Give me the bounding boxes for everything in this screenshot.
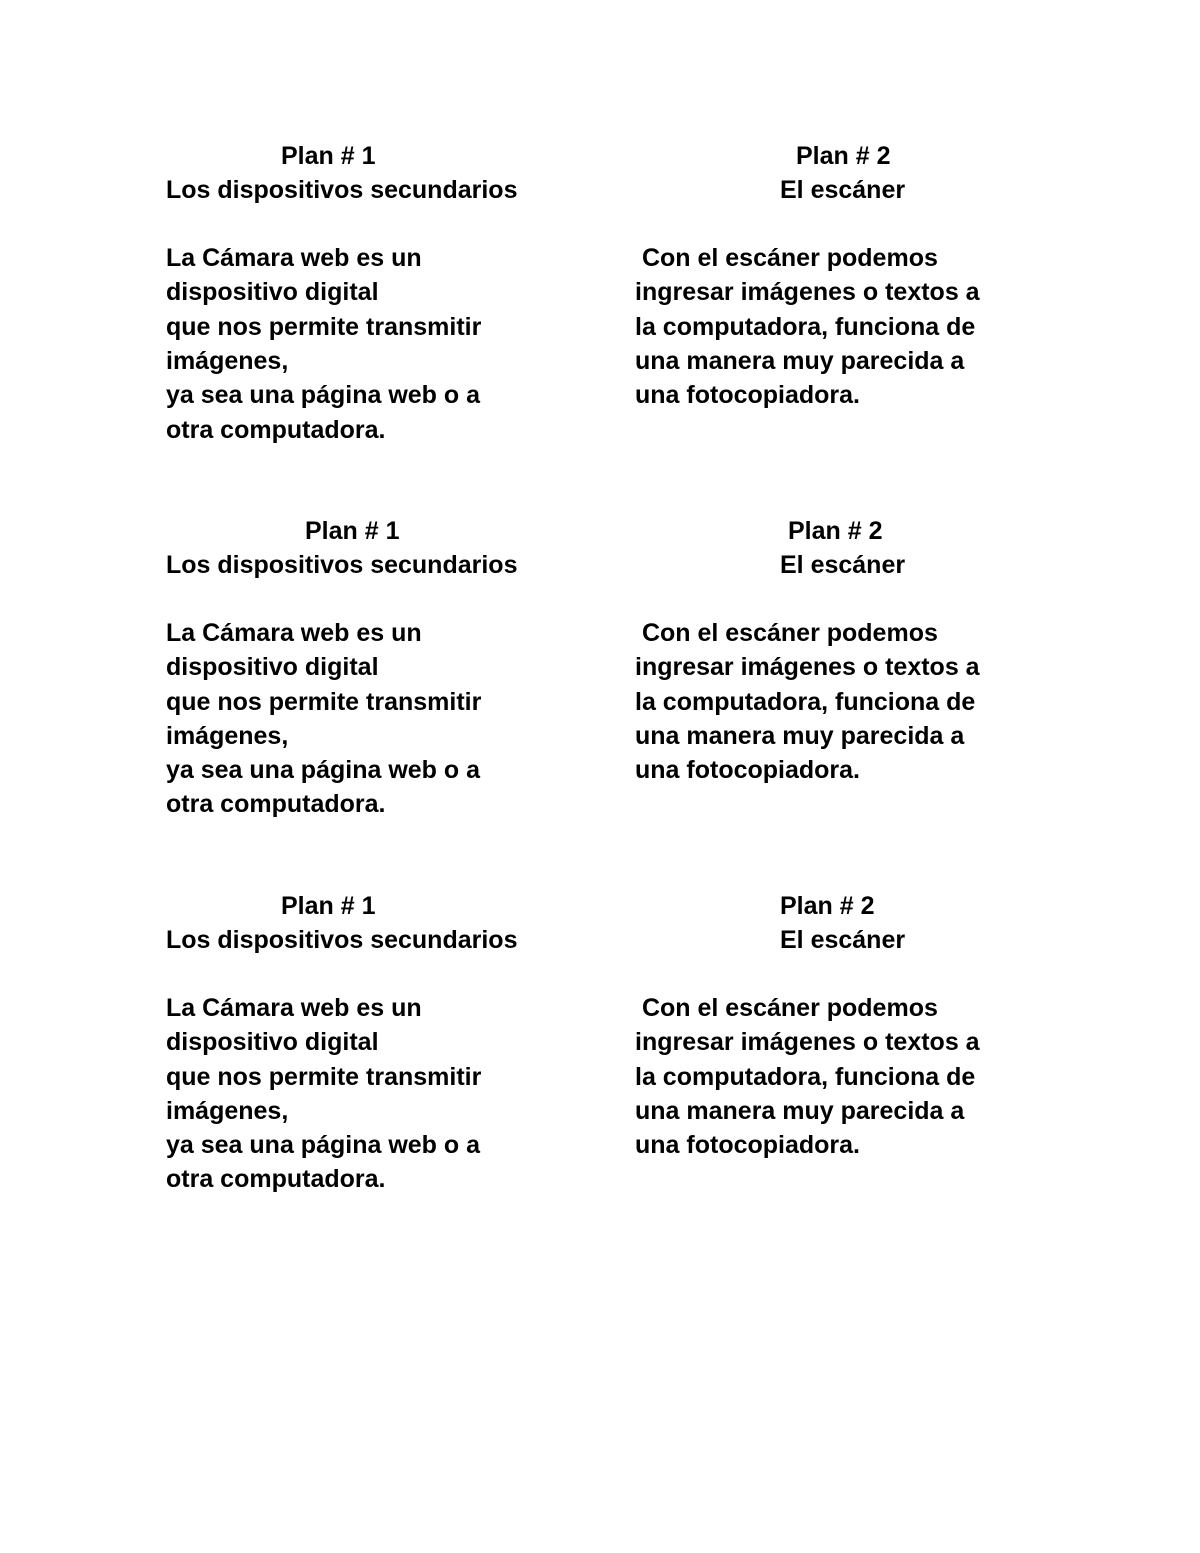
plan-2-heading: Plan # 2	[796, 142, 891, 170]
plan-1-body-line: otra computadora.	[166, 416, 386, 444]
plan-1-heading: Plan # 1	[305, 517, 400, 545]
plan-2-body-line: Con el escáner podemos	[635, 619, 938, 647]
plan-1-body-line: ya sea una página web o a	[166, 381, 481, 409]
plan-2-body-line: una manera muy parecida a	[635, 347, 965, 375]
plan-2-body-line: ingresar imágenes o textos a	[635, 653, 980, 681]
plan-2-body-line: la computadora, funciona de	[635, 688, 976, 716]
plan-2-body-line: la computadora, funciona de	[635, 313, 976, 341]
plan-2-subtitle: El escáner	[780, 926, 906, 954]
plan-2-body-line: Con el escáner podemos	[635, 994, 938, 1022]
plan-2-body-line: una manera muy parecida a	[635, 1097, 965, 1125]
plan-1-body-line: que nos permite transmitir	[166, 1063, 482, 1091]
plan-1-body-line: imágenes,	[166, 722, 289, 750]
plan-1-body-line: La Cámara web es un	[166, 244, 422, 272]
plan-2-body-line: la computadora, funciona de	[635, 1063, 976, 1091]
plan-1-body-line: La Cámara web es un	[166, 994, 422, 1022]
plan-1-subtitle: Los dispositivos secundarios	[166, 176, 518, 204]
plan-2-body-line: ingresar imágenes o textos a	[635, 1028, 980, 1056]
plan-2-subtitle: El escáner	[780, 551, 906, 579]
plan-2-body-line: una fotocopiadora.	[635, 381, 860, 409]
plan-1-heading: Plan # 1	[281, 142, 376, 170]
plan-1-body-line: imágenes,	[166, 347, 289, 375]
plan-1-body-line: otra computadora.	[166, 790, 386, 818]
plan-1-body-line: que nos permite transmitir	[166, 688, 482, 716]
plan-2-body-line: una fotocopiadora.	[635, 756, 860, 784]
plan-2-body-line: Con el escáner podemos	[635, 244, 938, 272]
plan-2-heading: Plan # 2	[780, 892, 875, 920]
plan-2-body-line: ingresar imágenes o textos a	[635, 278, 980, 306]
plan-1-body-line: otra computadora.	[166, 1165, 386, 1193]
plan-1-body-line: La Cámara web es un	[166, 619, 422, 647]
plan-1-body-line: ya sea una página web o a	[166, 1131, 481, 1159]
plan-1-subtitle: Los dispositivos secundarios	[166, 551, 518, 579]
plan-2-body-line: una fotocopiadora.	[635, 1131, 860, 1159]
plan-1-subtitle: Los dispositivos secundarios	[166, 926, 518, 954]
plan-2-heading: Plan # 2	[788, 517, 883, 545]
plan-1-body-line: dispositivo digital	[166, 278, 379, 306]
plan-1-body-line: imágenes,	[166, 1097, 289, 1125]
plan-2-body-line: una manera muy parecida a	[635, 722, 965, 750]
plan-1-body-line: ya sea una página web o a	[166, 756, 481, 784]
plan-1-heading: Plan # 1	[281, 892, 376, 920]
plan-1-body-line: dispositivo digital	[166, 653, 379, 681]
plan-1-body-line: que nos permite transmitir	[166, 313, 482, 341]
plan-2-subtitle: El escáner	[780, 176, 906, 204]
plan-1-body-line: dispositivo digital	[166, 1028, 379, 1056]
